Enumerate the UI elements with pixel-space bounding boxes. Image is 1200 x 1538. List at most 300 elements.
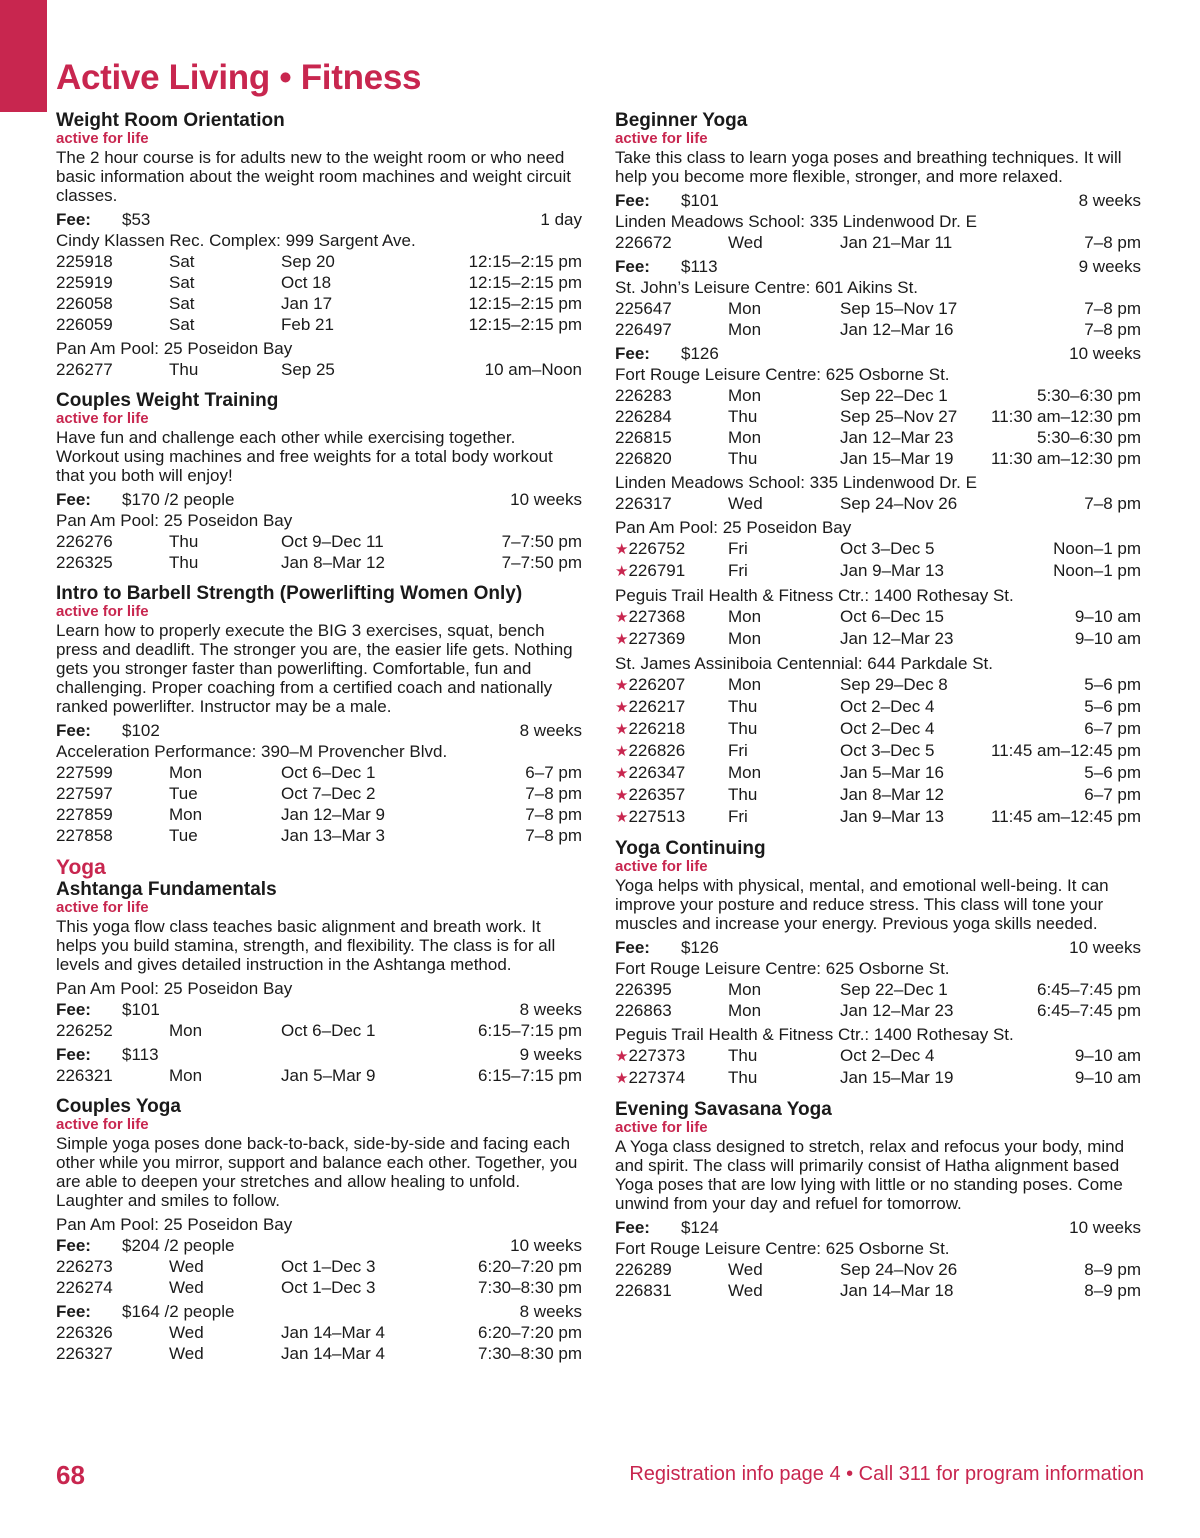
- date-range: Sep 25–Nov 27: [840, 407, 958, 426]
- fee-amount: $101: [681, 191, 719, 210]
- time-range: 11:30 am–12:30 pm: [991, 407, 1141, 426]
- fee-duration: 8 weeks: [1078, 191, 1141, 210]
- tagline: active for life: [615, 130, 708, 147]
- schedule-row: [615, 298, 1141, 319]
- schedule-row: [56, 1256, 582, 1277]
- course-code-text: 226325: [56, 553, 113, 572]
- schedule-rows: [615, 298, 1141, 340]
- right-column: [615, 110, 1141, 1311]
- course-code-text: 226826: [628, 741, 686, 760]
- time-range: 9–10 am: [1074, 629, 1141, 648]
- fee-label: Fee:: [56, 1000, 91, 1019]
- time-range: 7–7:50 pm: [501, 532, 582, 551]
- course-code: [615, 628, 728, 650]
- course-code-text: 226218: [628, 719, 686, 738]
- course-code-text: 226791: [628, 561, 686, 580]
- course-code: [615, 385, 728, 406]
- day-of-week: Wed: [169, 1323, 204, 1342]
- time-range: 7–8 pm: [1084, 320, 1141, 339]
- tagline: active for life: [56, 1116, 149, 1133]
- fee-duration: 1 day: [540, 210, 582, 229]
- date-range: Sep 15–Nov 17: [840, 299, 958, 318]
- schedule-row: [615, 448, 1141, 469]
- course-code-text: 225918: [56, 252, 113, 271]
- schedule-rows: [56, 1256, 582, 1298]
- date-range: Jan 17: [281, 294, 333, 313]
- date-range: Sep 24–Nov 26: [840, 494, 958, 513]
- course-description: The 2 hour course is for adults new to the weight room or who need basic information about the weight room machines and weight circuit classes.: [56, 148, 571, 205]
- time-range: 6:20–7:20 pm: [478, 1323, 582, 1342]
- course-intro-barbell-strength: [56, 583, 582, 846]
- course-evening-savasana-yoga: [615, 1099, 1141, 1301]
- date-range: Oct 2–Dec 4: [840, 1046, 935, 1065]
- fee-row: [615, 343, 1141, 364]
- fee-label: Fee:: [615, 1218, 650, 1237]
- course-title: Yoga Continuing: [615, 838, 766, 859]
- day-of-week: Thu: [169, 360, 199, 379]
- course-code: [56, 1322, 169, 1343]
- schedule-row: [615, 1067, 1141, 1089]
- fee-label: Fee:: [56, 721, 91, 740]
- course-code: [615, 979, 728, 1000]
- course-description: A Yoga class designed to stretch, relax and refocus your body, mind and spirit. The class will primarily consist of Hatha alignment based Yoga poses that are low lying with little or no standing poses. Come unwind from your day and refuel for tomorrow.: [615, 1137, 1125, 1213]
- schedule-rows: [56, 1322, 582, 1364]
- course-code-text: 226820: [615, 449, 672, 468]
- course-code: [615, 319, 728, 340]
- time-range: 6:20–7:20 pm: [478, 1257, 582, 1276]
- schedule-row: [615, 560, 1141, 582]
- time-range: 11:45 am–12:45 pm: [991, 741, 1141, 760]
- course-weight-room-orientation: [56, 110, 582, 380]
- time-range: Noon–1 pm: [1053, 539, 1141, 558]
- course-code: [56, 762, 169, 783]
- time-range: Noon–1 pm: [1053, 561, 1141, 580]
- course-code-text: 226273: [56, 1257, 113, 1276]
- course-description: Simple yoga poses done back-to-back, side-by-side and facing each other while you mirror, support and balance each other. Together, you are able to deepen your stretches and allow healing to unfold. Laughter and smiles to follow.: [56, 1134, 578, 1210]
- course-couples-yoga: [56, 1096, 582, 1364]
- time-range: 6:15–7:15 pm: [478, 1066, 582, 1085]
- date-range: Jan 12–Mar 23: [840, 428, 954, 447]
- schedule-row: [615, 1280, 1141, 1301]
- location: Fort Rouge Leisure Centre: 625 Osborne St.: [615, 365, 950, 384]
- course-code-text: 226357: [628, 785, 686, 804]
- day-of-week: Mon: [728, 386, 762, 405]
- fee-duration: 8 weeks: [519, 1000, 582, 1019]
- schedule-row: [615, 979, 1141, 1000]
- fee-amount: $101: [122, 1000, 160, 1019]
- course-code-text: 226289: [615, 1260, 672, 1279]
- time-range: 7:30–8:30 pm: [478, 1278, 582, 1297]
- schedule-row: [56, 314, 582, 335]
- course-code: [615, 232, 728, 253]
- star-icon: ★: [615, 765, 629, 782]
- location: Pan Am Pool: 25 Poseidon Bay: [56, 1215, 293, 1234]
- schedule-row: [615, 385, 1141, 406]
- date-range: Oct 3–Dec 5: [840, 539, 935, 558]
- schedule-row: [615, 406, 1141, 427]
- date-range: Jan 14–Mar 4: [281, 1344, 385, 1363]
- course-code-text: 226321: [56, 1066, 113, 1085]
- time-range: 7–8 pm: [1084, 299, 1141, 318]
- course-code-text: 227599: [56, 763, 113, 782]
- section-heading-yoga: Yoga: [56, 856, 106, 879]
- fee-row: [56, 209, 582, 230]
- star-icon: ★: [615, 1048, 629, 1065]
- course-code: [615, 448, 728, 469]
- course-code-text: 226395: [615, 980, 672, 999]
- course-code-text: 226317: [615, 494, 672, 513]
- course-code: [56, 293, 169, 314]
- date-range: Oct 6–Dec 1: [281, 1021, 376, 1040]
- course-code-text: 225647: [615, 299, 672, 318]
- date-range: Oct 2–Dec 4: [840, 697, 935, 716]
- star-icon: ★: [615, 809, 629, 826]
- fee-amount: $126: [681, 938, 719, 957]
- fee-label: Fee:: [56, 1045, 91, 1064]
- fee-label: Fee:: [56, 490, 91, 509]
- day-of-week: Thu: [728, 449, 758, 468]
- fee-duration: 10 weeks: [1069, 1218, 1141, 1237]
- schedule-rows: [56, 531, 582, 573]
- fee-amount: $204 /2 people: [122, 1236, 235, 1255]
- schedule-row: [56, 552, 582, 573]
- course-code: [615, 718, 728, 740]
- fee-duration: 10 weeks: [510, 1236, 582, 1255]
- schedule-rows: [615, 674, 1141, 828]
- course-code: [615, 1000, 728, 1021]
- date-range: Oct 7–Dec 2: [281, 784, 376, 803]
- fee-row: [56, 720, 582, 741]
- date-range: Sep 20: [281, 252, 335, 271]
- date-range: Sep 22–Dec 1: [840, 980, 948, 999]
- schedule-row: [615, 1045, 1141, 1067]
- course-description: Take this class to learn yoga poses and breathing techniques. It will help you become more flexible, stronger, and more relaxed.: [615, 148, 1122, 186]
- time-range: 9–10 am: [1074, 1068, 1141, 1087]
- day-of-week: Fri: [728, 539, 748, 558]
- course-code-text: 226058: [56, 294, 113, 313]
- time-range: 7:30–8:30 pm: [478, 1344, 582, 1363]
- day-of-week: Thu: [728, 1068, 758, 1087]
- course-code-text: 226284: [615, 407, 672, 426]
- schedule-row: [56, 1322, 582, 1343]
- fee-label: Fee:: [615, 191, 650, 210]
- course-code: [56, 1343, 169, 1364]
- day-of-week: Thu: [728, 697, 758, 716]
- day-of-week: Mon: [728, 1001, 762, 1020]
- course-code-text: 226326: [56, 1323, 113, 1342]
- day-of-week: Mon: [169, 1066, 203, 1085]
- star-icon: ★: [615, 631, 629, 648]
- course-code: [615, 606, 728, 628]
- course-code-text: 225919: [56, 273, 113, 292]
- schedule-row: [615, 674, 1141, 696]
- schedule-row: [615, 427, 1141, 448]
- schedule-row: [615, 232, 1141, 253]
- day-of-week: Sat: [169, 294, 195, 313]
- schedule-row: [56, 359, 582, 380]
- course-code: [56, 783, 169, 804]
- star-icon: ★: [615, 721, 629, 738]
- course-code-text: 226815: [615, 428, 672, 447]
- location: Fort Rouge Leisure Centre: 625 Osborne St.: [615, 959, 950, 978]
- time-range: 12:15–2:15 pm: [468, 315, 582, 334]
- date-range: Jan 5–Mar 16: [840, 763, 944, 782]
- course-description: Yoga helps with physical, mental, and emotional well-being. It can improve your posture and reduce stress. This class will tone your muscles and increase your energy. Previous yoga skills needed.: [615, 876, 1109, 933]
- day-of-week: Mon: [728, 299, 762, 318]
- course-code-text: 226327: [56, 1344, 113, 1363]
- date-range: Sep 25: [281, 360, 335, 379]
- schedule-rows: [56, 1020, 582, 1041]
- fee-amount: $164 /2 people: [122, 1302, 235, 1321]
- date-range: Jan 12–Mar 23: [840, 1001, 954, 1020]
- location: Acceleration Performance: 390–M Provencher Blvd.: [56, 742, 448, 761]
- course-title: Couples Weight Training: [56, 390, 279, 411]
- course-title: Evening Savasana Yoga: [615, 1099, 832, 1120]
- day-of-week: Mon: [728, 763, 762, 782]
- tagline: active for life: [56, 410, 149, 427]
- course-code-text: 226276: [56, 532, 113, 551]
- schedule-row: [56, 272, 582, 293]
- course-code: [56, 1065, 169, 1086]
- course-yoga-continuing: [615, 838, 1141, 1089]
- fee-duration: 10 weeks: [1069, 344, 1141, 363]
- fee-row: [615, 256, 1141, 277]
- course-code: [615, 740, 728, 762]
- star-icon: ★: [615, 609, 629, 626]
- schedule-row: [56, 293, 582, 314]
- course-code-text: 226059: [56, 315, 113, 334]
- course-code: [56, 251, 169, 272]
- date-range: Jan 9–Mar 13: [840, 807, 944, 826]
- schedule-rows: [56, 762, 582, 846]
- course-code: [615, 427, 728, 448]
- date-range: Sep 29–Dec 8: [840, 675, 948, 694]
- date-range: Jan 12–Mar 23: [840, 629, 954, 648]
- time-range: 6:45–7:45 pm: [1037, 1001, 1141, 1020]
- schedule-rows: [615, 1259, 1141, 1301]
- date-range: Oct 1–Dec 3: [281, 1278, 376, 1297]
- date-range: Jan 21–Mar 11: [840, 233, 953, 252]
- course-title: Intro to Barbell Strength (Powerlifting Women Only): [56, 583, 523, 604]
- date-range: Jan 12–Mar 16: [840, 320, 954, 339]
- time-range: 7–8 pm: [525, 826, 582, 845]
- schedule-row: [615, 740, 1141, 762]
- course-code: [615, 538, 728, 560]
- course-code-text: 226863: [615, 1001, 672, 1020]
- course-code-text: 227858: [56, 826, 113, 845]
- day-of-week: Thu: [169, 553, 199, 572]
- time-range: 11:30 am–12:30 pm: [991, 449, 1141, 468]
- page-title: Active Living • Fitness: [56, 58, 422, 97]
- course-code: [56, 552, 169, 573]
- date-range: Jan 13–Mar 3: [281, 826, 385, 845]
- fee-duration: 9 weeks: [1078, 257, 1141, 276]
- time-range: 9–10 am: [1074, 1046, 1141, 1065]
- fee-label: Fee:: [615, 938, 650, 957]
- location: Pan Am Pool: 25 Poseidon Bay: [56, 979, 293, 998]
- course-description: This yoga flow class teaches basic alignment and breath work. It helps you build stamina, strength, and flexibility. The class is for all levels and gives detailed instruction in the Ashtanga method.: [56, 917, 556, 974]
- day-of-week: Wed: [728, 233, 763, 252]
- date-range: Sep 24–Nov 26: [840, 1260, 958, 1279]
- course-code-text: 226672: [615, 233, 672, 252]
- course-code-text: 227859: [56, 805, 113, 824]
- time-range: 8–9 pm: [1084, 1260, 1141, 1279]
- star-icon: ★: [615, 1070, 629, 1087]
- time-range: 5–6 pm: [1084, 697, 1141, 716]
- schedule-rows: [615, 538, 1141, 582]
- star-icon: ★: [615, 743, 629, 760]
- schedule-row: [615, 606, 1141, 628]
- date-range: Oct 1–Dec 3: [281, 1257, 376, 1276]
- day-of-week: Wed: [728, 1260, 763, 1279]
- fee-duration: 8 weeks: [519, 721, 582, 740]
- tagline: active for life: [56, 603, 149, 620]
- fee-row: [56, 489, 582, 510]
- course-code-text: 226274: [56, 1278, 113, 1297]
- time-range: 7–8 pm: [525, 784, 582, 803]
- fee-row: [615, 1217, 1141, 1238]
- date-range: Jan 15–Mar 19: [840, 449, 954, 468]
- star-icon: ★: [615, 541, 629, 558]
- course-code: [615, 784, 728, 806]
- course-ashtanga-fundamentals: [56, 879, 582, 1086]
- course-description: Have fun and challenge each other while exercising together. Workout using machines and free weights for a total body workout that you both will enjoy!: [56, 428, 553, 485]
- tagline: active for life: [56, 899, 149, 916]
- time-range: 7–7:50 pm: [501, 553, 582, 572]
- course-code: [615, 1259, 728, 1280]
- course-code: [56, 359, 169, 380]
- schedule-row: [56, 804, 582, 825]
- date-range: Oct 6–Dec 1: [281, 763, 376, 782]
- location: Peguis Trail Health & Fitness Ctr.: 1400 Rothesay St.: [615, 1025, 1014, 1044]
- section-color-tab: [0, 0, 47, 112]
- schedule-row: [615, 784, 1141, 806]
- course-code: [615, 674, 728, 696]
- date-range: Oct 3–Dec 5: [840, 741, 935, 760]
- course-title: Weight Room Orientation: [56, 110, 285, 131]
- course-code: [615, 406, 728, 427]
- left-column: [56, 110, 582, 1374]
- course-code-text: 226831: [615, 1281, 672, 1300]
- date-range: Jan 8–Mar 12: [281, 553, 385, 572]
- tagline: active for life: [615, 1119, 708, 1136]
- star-icon: ★: [615, 563, 629, 580]
- course-code-text: 226752: [628, 539, 686, 558]
- course-code: [615, 1067, 728, 1089]
- date-range: Oct 9–Dec 11: [281, 532, 384, 551]
- time-range: 8–9 pm: [1084, 1281, 1141, 1300]
- star-icon: ★: [615, 787, 629, 804]
- course-code: [615, 806, 728, 828]
- schedule-row: [56, 1343, 582, 1364]
- course-code: [56, 825, 169, 846]
- course-code: [615, 1280, 728, 1301]
- time-range: 12:15–2:15 pm: [468, 273, 582, 292]
- day-of-week: Thu: [728, 1046, 758, 1065]
- schedule-row: [615, 493, 1141, 514]
- day-of-week: Wed: [169, 1257, 204, 1276]
- day-of-week: Thu: [728, 719, 758, 738]
- fee-duration: 9 weeks: [519, 1045, 582, 1064]
- course-code: [615, 298, 728, 319]
- date-range: Jan 12–Mar 9: [281, 805, 385, 824]
- course-code: [56, 272, 169, 293]
- fee-label: Fee:: [56, 1236, 91, 1255]
- time-range: 6–7 pm: [1084, 719, 1141, 738]
- day-of-week: Thu: [728, 785, 758, 804]
- fee-amount: $113: [122, 1045, 159, 1064]
- date-range: Oct 2–Dec 4: [840, 719, 935, 738]
- fee-amount: $124: [681, 1218, 719, 1237]
- day-of-week: Thu: [169, 532, 199, 551]
- date-range: Feb 21: [281, 315, 334, 334]
- schedule-rows: [56, 359, 582, 380]
- schedule-row: [615, 806, 1141, 828]
- location: Pan Am Pool: 25 Poseidon Bay: [56, 511, 293, 530]
- time-range: 6:15–7:15 pm: [478, 1021, 582, 1040]
- location: Fort Rouge Leisure Centre: 625 Osborne St.: [615, 1239, 950, 1258]
- schedule-row: [56, 1065, 582, 1086]
- date-range: Jan 8–Mar 12: [840, 785, 944, 804]
- course-code: [56, 314, 169, 335]
- day-of-week: Sat: [169, 315, 195, 334]
- fee-amount: $113: [681, 257, 718, 276]
- course-code-text: 226347: [628, 763, 686, 782]
- course-code-text: 227597: [56, 784, 113, 803]
- course-code: [615, 493, 728, 514]
- location: Linden Meadows School: 335 Lindenwood Dr. E: [615, 473, 977, 492]
- course-title: Beginner Yoga: [615, 110, 748, 131]
- schedule-row: [56, 1020, 582, 1041]
- course-code-text: 227369: [628, 629, 686, 648]
- fee-row: [615, 190, 1141, 211]
- day-of-week: Mon: [728, 629, 762, 648]
- course-code-text: 226497: [615, 320, 672, 339]
- location: Pan Am Pool: 25 Poseidon Bay: [56, 339, 293, 358]
- footer-registration-info: Registration info page 4 • Call 311 for program information: [629, 1463, 1144, 1485]
- page-number: 68: [56, 1460, 85, 1490]
- fee-row: [56, 1301, 582, 1322]
- schedule-row: [615, 762, 1141, 784]
- date-range: Oct 18: [281, 273, 332, 292]
- day-of-week: Mon: [169, 805, 203, 824]
- fee-row: [56, 1044, 582, 1065]
- date-range: Jan 9–Mar 13: [840, 561, 944, 580]
- time-range: 5:30–6:30 pm: [1037, 428, 1141, 447]
- date-range: Oct 6–Dec 15: [840, 607, 944, 626]
- schedule-row: [56, 251, 582, 272]
- course-code-text: 226207: [628, 675, 686, 694]
- day-of-week: Mon: [169, 763, 203, 782]
- time-range: 12:15–2:15 pm: [468, 294, 582, 313]
- course-code: [56, 1256, 169, 1277]
- schedule-rows: [56, 251, 582, 335]
- schedule-row: [56, 531, 582, 552]
- day-of-week: Mon: [728, 320, 762, 339]
- day-of-week: Wed: [728, 494, 763, 513]
- location: Peguis Trail Health & Fitness Ctr.: 1400 Rothesay St.: [615, 586, 1014, 605]
- schedule-rows: [615, 493, 1141, 514]
- time-range: 5–6 pm: [1084, 763, 1141, 782]
- day-of-week: Wed: [169, 1278, 204, 1297]
- day-of-week: Mon: [169, 1021, 203, 1040]
- course-description: Learn how to properly execute the BIG 3 exercises, squat, bench press and deadlift. The stronger you are, the easier life gets. Nothing gets you stronger faster than powerlifting. Comfortable, fun and challenging. Proper coaching from a certified coach and nationally ranked powerlifter. Instructor may be a male.: [56, 621, 573, 716]
- schedule-row: [615, 1000, 1141, 1021]
- time-range: 7–8 pm: [525, 805, 582, 824]
- location: Cindy Klassen Rec. Complex: 999 Sargent Ave.: [56, 231, 416, 250]
- day-of-week: Fri: [728, 741, 748, 760]
- schedule-row: [615, 1259, 1141, 1280]
